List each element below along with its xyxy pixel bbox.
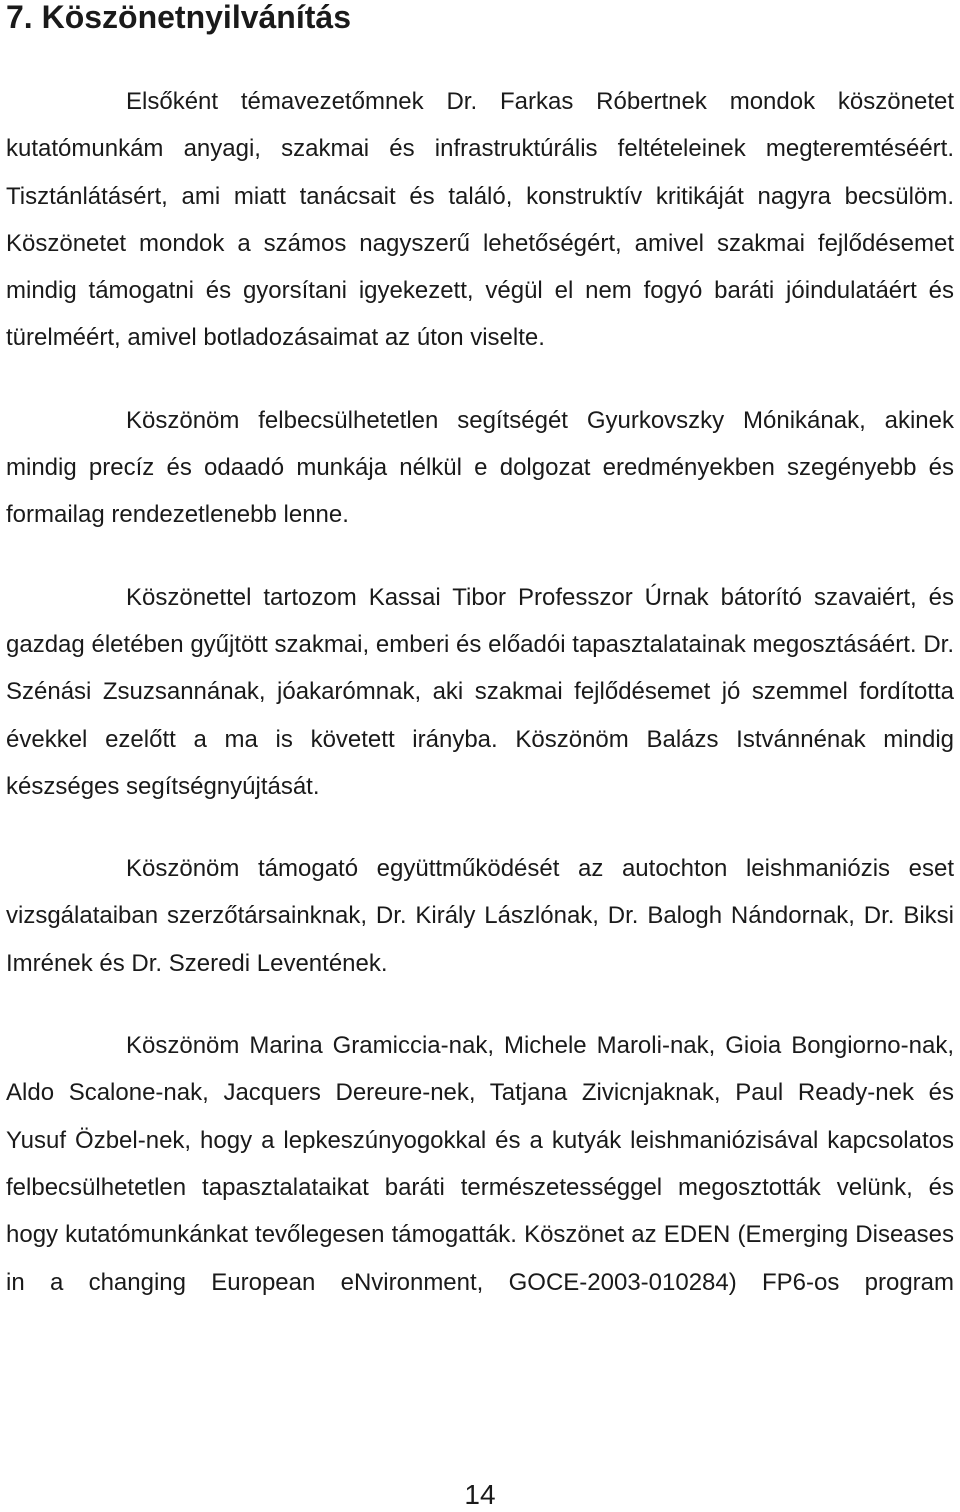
page-number: 14 (464, 1479, 496, 1510)
paragraph-supervisor: Elsőként témavezetőmnek Dr. Farkas Róbertnek mondok köszönetet kutatómunkám anyagi, szakmai és infrastruktúrális feltételeinek megteremtéséért. Tisztánlátásért, ami miatt tanácsait és találó, konstruktív kritikáját nagyra becsülöm. Köszönetet mondok a számos nagyszerű lehetőségért, amivel szakmai fejlődésemet mindig támogatni és gyorsítani igyekezett, végül el nem fogyó baráti jóindulatáért és türelméért, amivel botladozásaimat az úton viselte. (6, 88, 954, 352)
paragraph-assistant: Köszönöm felbecsülhetetlen segítségét Gyurkovszky Mónikának, akinek mindig precíz és odaadó munkája nélkül e dolgozat eredményekben szegényebb és formailag rendezetlenebb lenne. (6, 406, 954, 529)
paragraph-international: Köszönöm Marina Gramiccia-nak, Michele Maroli-nak, Gioia Bongiorno-nak, Aldo Scalone-nak, Jacquers Dereure-nek, Tatjana Zivicnjaknak, Paul Ready-nek és Yusuf Özbel-nek, hogy a lepkeszúnyogokkal és a kutyák leishmaniózisával kapcsolatos felbecsülhetetlen tapasztalataikat baráti természetességgel megosztották velünk, és hogy kutatómunkánkat tevőlegesen támogatták. Köszönet az EDEN (Emerging Diseases in a changing European eNvironment, GOCE-2003-010284) FP6-os program (6, 1032, 954, 1296)
section-heading: 7. Köszönetnyilvánítás (6, 0, 351, 35)
body-text (6, 78, 954, 1341)
paragraph-coauthors: Köszönöm támogató együttműködését az autochton leishmaniózis eset vizsgálataiban szerzőtársainknak, Dr. Király Lászlónak, Dr. Balogh Nándornak, Dr. Biksi Imrének és Dr. Szeredi Leventének. (6, 855, 954, 977)
paragraph-professor: Köszönettel tartozom Kassai Tibor Professzor Úrnak bátorító szavaiért, és gazdag életében gyűjtött szakmai, emberi és előadói tapasztalatainak megosztásáért. Dr. Szénási Zsuzsannának, jóakarómnak, aki szakmai fejlődésemet jó szemmel fordította évekkel ezelőtt a ma is követett irányba. Köszönöm Balázs Istvánnénak mindig készséges segítségnyújtását. (6, 583, 954, 800)
